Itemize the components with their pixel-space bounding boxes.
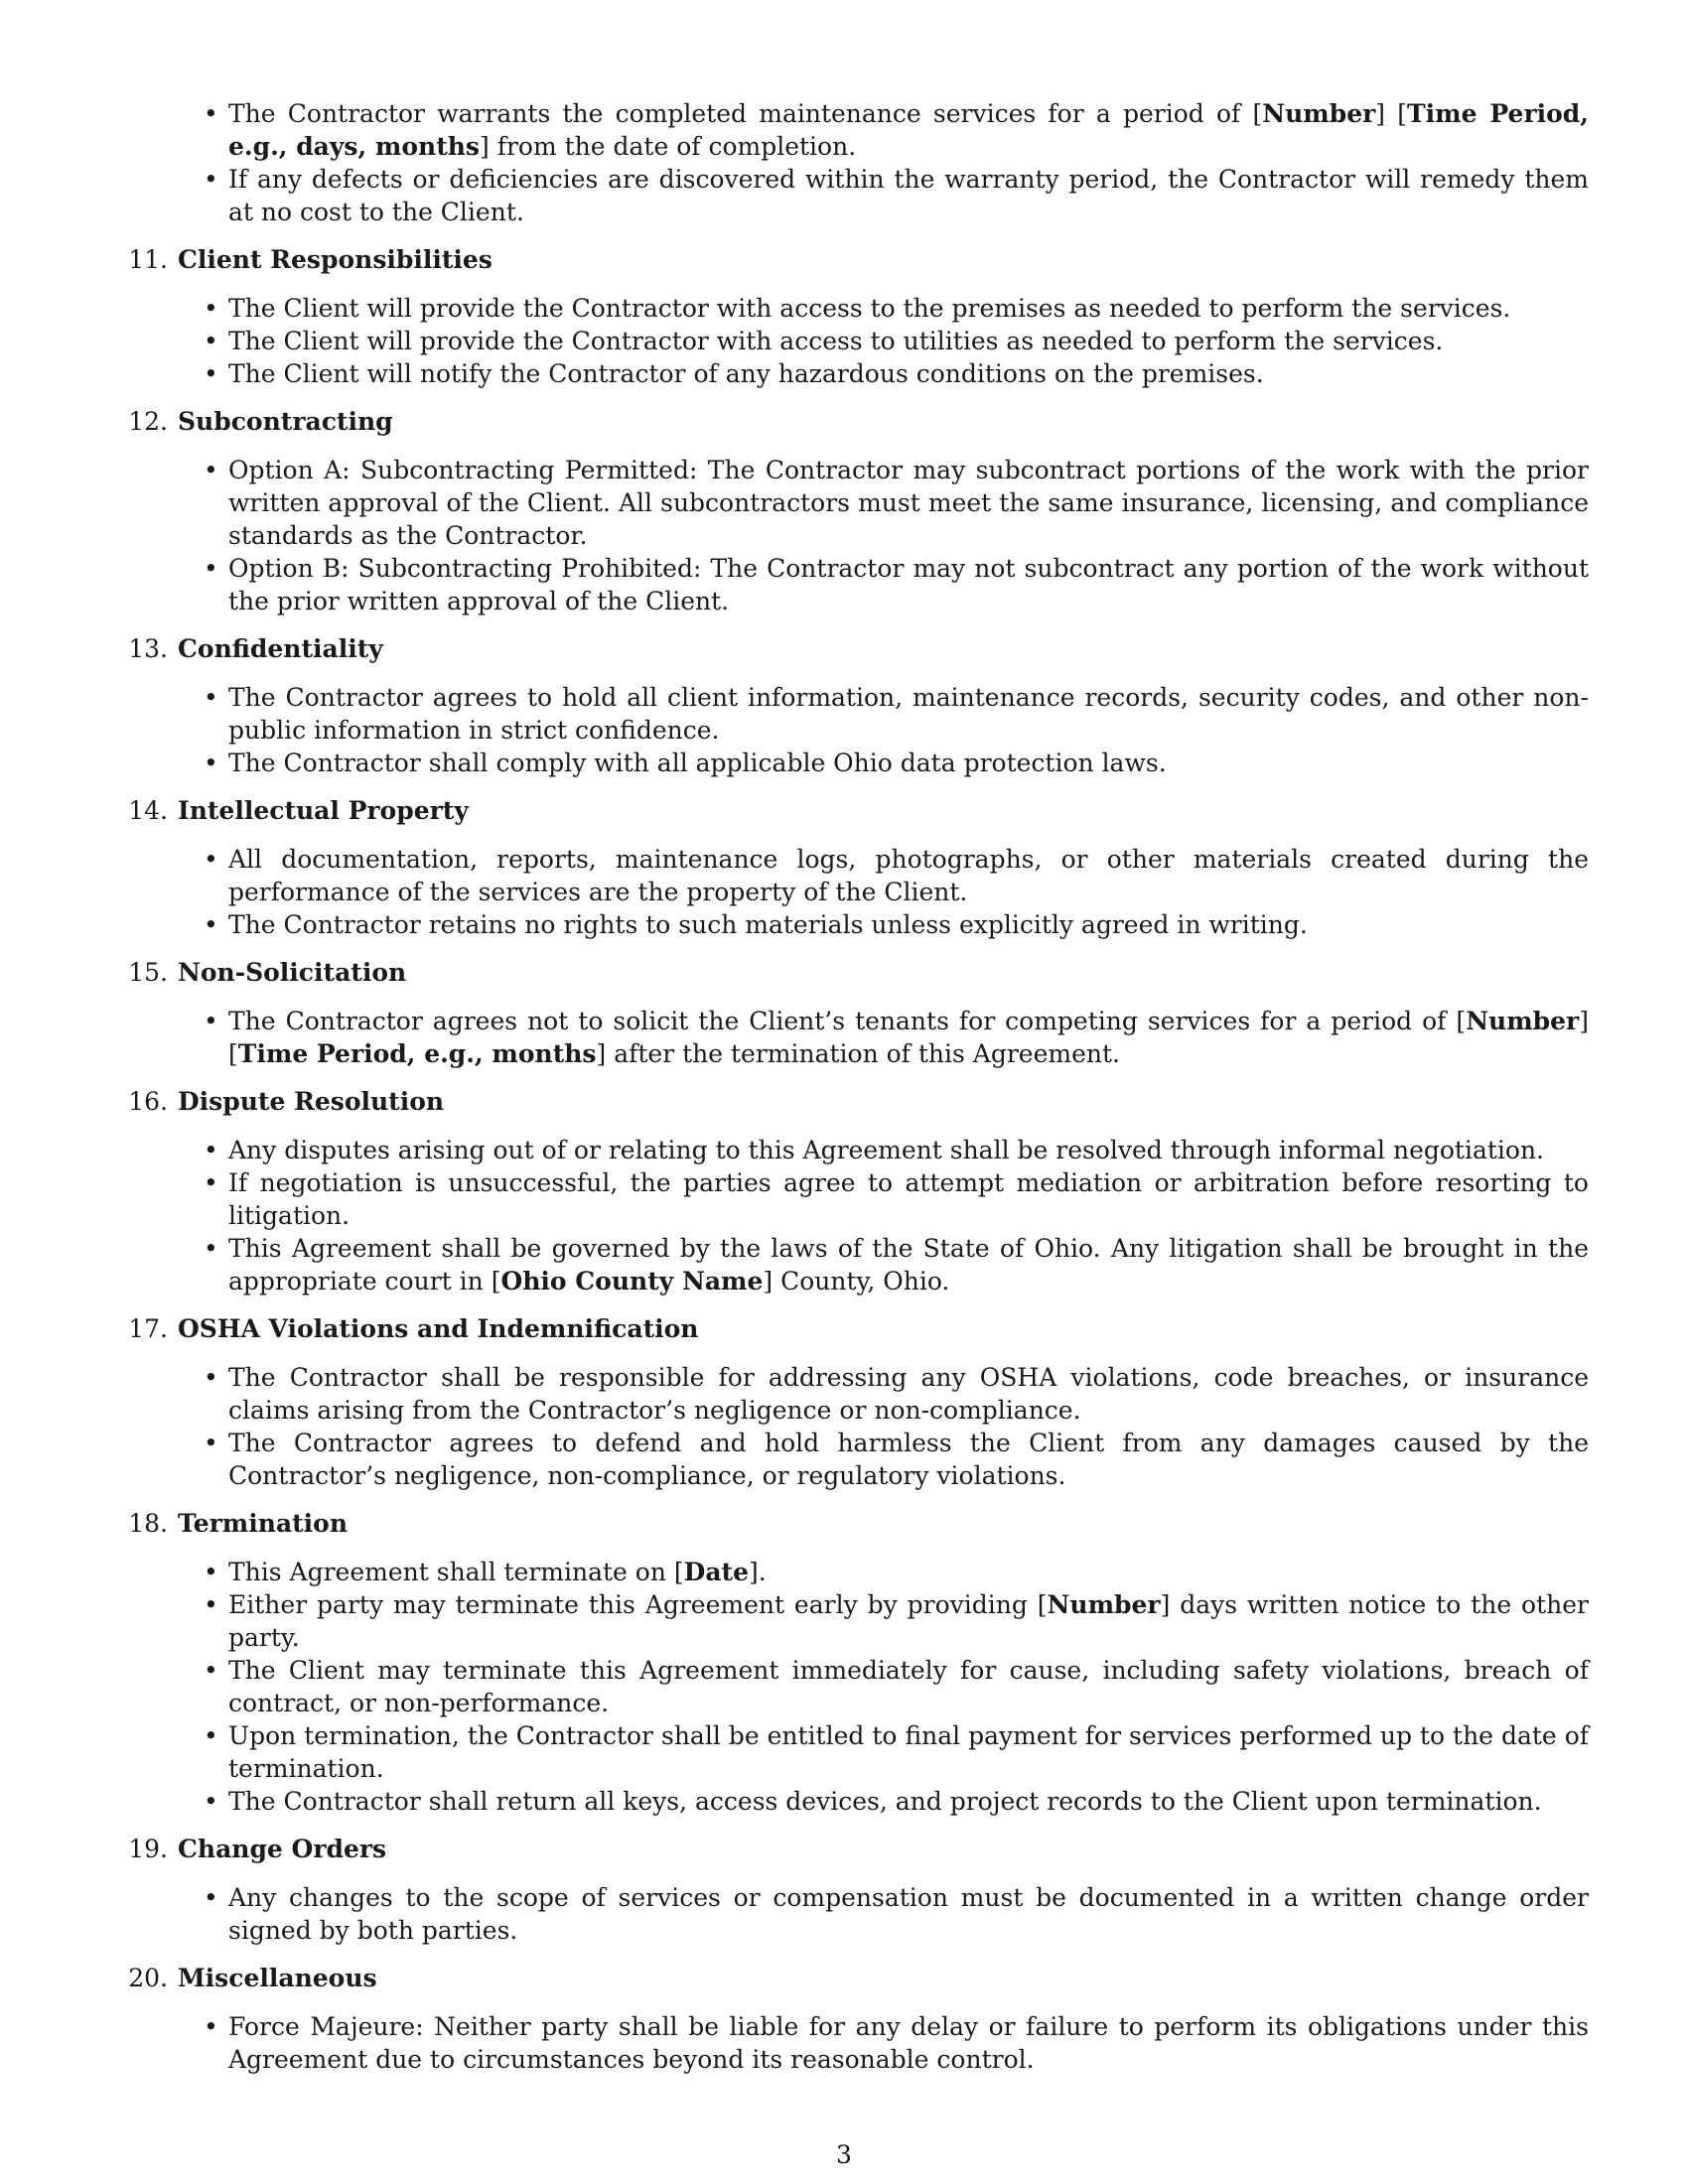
list-item [228, 325, 1589, 357]
placeholder-field: Time Period, e.g., months [237, 1039, 597, 1068]
section-osha-violations-and-indemnification [115, 1312, 1589, 1492]
page-number: 3 [836, 2140, 852, 2169]
list-item [228, 1361, 1589, 1427]
list-item [228, 97, 1589, 163]
text-span: The Contractor shall be responsible for addressing any OSHA violations, code breaches, or insurance claims arising from the Contractor’s negligence or non-compliance. [228, 1363, 1589, 1425]
text-span: This Agreement shall terminate on [ [228, 1558, 684, 1586]
section-number: 16. [128, 1087, 168, 1116]
text-span: If negotiation is unsuccessful, the parties agree to attempt mediation or arbitration before resorting to litigation. [228, 1168, 1589, 1230]
text-span: Option A: Subcontracting Permitted: The Contractor may subcontract portions of the work with the prior written approval of the Client. All subcontractors must meet the same insurance, licensing, and compliance standards as the Contractor. [228, 456, 1589, 550]
list-item [228, 1556, 1589, 1588]
text-span: The Client will provide the Contractor with access to the premises as needed to perform the services. [228, 294, 1511, 323]
section-confidentiality [115, 632, 1589, 779]
text-span: If any defects or deficiencies are discovered within the warranty period, the Contractor will remedy them at no cost to the Client. [228, 165, 1589, 226]
text-span: The Client will notify the Contractor of any hazardous conditions on the premises. [228, 359, 1264, 388]
placeholder-field: Number [1047, 1590, 1161, 1619]
section-number: 11. [128, 245, 168, 274]
section-heading [115, 1312, 1589, 1345]
section-client-responsibilities [115, 243, 1589, 390]
section-heading [115, 1833, 1589, 1865]
list-item [228, 1881, 1589, 1947]
section-dispute-resolution [115, 1085, 1589, 1297]
text-span: The Client may terminate this Agreement immediately for cause, including safety violations, breach of contract, or non-performance. [228, 1656, 1589, 1717]
list-item [228, 1166, 1589, 1232]
list-item [228, 681, 1589, 747]
list-item [228, 357, 1589, 390]
section-bullet-list [115, 2010, 1589, 2076]
section-heading [115, 632, 1589, 665]
section-change-orders [115, 1833, 1589, 1947]
section-miscellaneous [115, 1962, 1589, 2076]
section-number: 18. [128, 1509, 168, 1538]
section-non-solicitation [115, 956, 1589, 1070]
list-item [228, 454, 1589, 552]
section-bullet-list [115, 843, 1589, 941]
text-span: The Contractor agrees not to solicit the Client’s tenants for competing services for a period of [ [228, 1007, 1467, 1035]
section-heading [115, 1507, 1589, 1540]
section-title: Non-Solicitation [178, 958, 407, 987]
text-span: The Contractor agrees to hold all client information, maintenance records, security codes, and other non-public information in strict confidence. [228, 683, 1589, 745]
section-number: 13. [128, 634, 168, 663]
section-number: 19. [128, 1835, 168, 1863]
placeholder-field: Ohio County Name [500, 1267, 764, 1296]
list-item [228, 908, 1589, 941]
list-item [228, 1134, 1589, 1166]
placeholder-field: Number [1262, 99, 1376, 128]
text-span: The Contractor retains no rights to such materials unless explicitly agreed in writing. [228, 910, 1308, 939]
list-item [228, 1719, 1589, 1785]
text-span: All documentation, reports, maintenance logs, photographs, or other materials created during the performance of the services are the property of the Client. [228, 845, 1589, 906]
section-heading [115, 794, 1589, 827]
text-span: Any changes to the scope of services or compensation must be documented in a written change order signed by both parties. [228, 1883, 1589, 1945]
text-span: ] [ [228, 1007, 1589, 1068]
text-span: Force Majeure: Neither party shall be liable for any delay or failure to perform its obligations under this Agreement due to circumstances beyond its reasonable control. [228, 2012, 1589, 2074]
section-bullet-list [115, 681, 1589, 779]
section-title: OSHA Violations and Indemnification [178, 1314, 699, 1343]
section-bullet-list [115, 1556, 1589, 1818]
list-item [228, 1785, 1589, 1818]
section-title: Client Responsibilities [178, 245, 492, 274]
list-item [228, 2010, 1589, 2076]
text-span: ] from the date of completion. [480, 132, 857, 161]
section-title: Change Orders [178, 1835, 387, 1863]
document-body [115, 97, 1589, 2076]
section-number: 15. [128, 958, 168, 987]
section-heading [115, 243, 1589, 276]
list-item [228, 1005, 1589, 1070]
text-span: ]. [749, 1558, 767, 1586]
text-span: The Contractor shall return all keys, access devices, and project records to the Client upon termination. [228, 1787, 1542, 1816]
list-item [228, 747, 1589, 779]
placeholder-field: Date [683, 1558, 749, 1586]
section-heading [115, 405, 1589, 438]
list-item [228, 552, 1589, 617]
list-item [228, 292, 1589, 325]
text-span: ] after the termination of this Agreement. [596, 1039, 1120, 1068]
text-span: ] County, Ohio. [763, 1267, 950, 1296]
text-span: Any disputes arising out of or relating to this Agreement shall be resolved through informal negotiation. [228, 1136, 1544, 1164]
text-span: Option B: Subcontracting Prohibited: The Contractor may not subcontract any portion of the work without the prior written approval of the Client. [228, 554, 1589, 615]
section-title: Subcontracting [178, 407, 393, 436]
text-span: The Client will provide the Contractor with access to utilities as needed to perform the services. [228, 327, 1444, 355]
section-title: Termination [178, 1509, 349, 1538]
section-bullet-list [115, 454, 1589, 617]
sections-container [115, 243, 1589, 2076]
text-span: The Contractor agrees to defend and hold harmless the Client from any damages caused by the Contractor’s negligence, non-compliance, or regulatory violations. [228, 1429, 1589, 1490]
section-number: 12. [128, 407, 168, 436]
list-item [228, 1588, 1589, 1654]
section-heading [115, 956, 1589, 989]
section-number: 17. [128, 1314, 168, 1343]
list-item [228, 163, 1589, 228]
placeholder-field: Number [1466, 1007, 1580, 1035]
section-title: Miscellaneous [178, 1964, 377, 1992]
text-span: ] [ [1375, 99, 1408, 128]
placeholder-field: Time Period, e.g., days, months [228, 99, 1589, 161]
text-span: This Agreement shall be governed by the laws of the State of Ohio. Any litigation shall be brought in the appropriate court in [ [228, 1234, 1589, 1296]
section-bullet-list [115, 1881, 1589, 1947]
list-item [228, 1427, 1589, 1492]
text-span: ] days written notice to the other party. [228, 1590, 1589, 1652]
section-subcontracting [115, 405, 1589, 617]
text-span: The Contractor shall comply with all applicable Ohio data protection laws. [228, 749, 1167, 777]
list-item [228, 1232, 1589, 1297]
section-bullet-list [115, 1005, 1589, 1070]
section-heading [115, 1962, 1589, 1994]
section-title: Dispute Resolution [178, 1087, 445, 1116]
section-bullet-list [115, 292, 1589, 390]
section-number: 14. [128, 796, 168, 825]
text-span: The Contractor warrants the completed maintenance services for a period of [ [228, 99, 1263, 128]
text-span: Either party may terminate this Agreement early by providing [ [228, 1590, 1048, 1619]
section-termination [115, 1507, 1589, 1818]
warranty-bullet-list [115, 97, 1589, 228]
list-item [228, 843, 1589, 908]
list-item [228, 1654, 1589, 1719]
section-number: 20. [128, 1964, 168, 1992]
section-title: Intellectual Property [178, 796, 469, 825]
section-title: Confidentiality [178, 634, 383, 663]
text-span: Upon termination, the Contractor shall be entitled to final payment for services performed up to the date of termination. [228, 1721, 1589, 1783]
section-bullet-list [115, 1134, 1589, 1297]
section-intellectual-property [115, 794, 1589, 941]
section-heading [115, 1085, 1589, 1118]
section-bullet-list [115, 1361, 1589, 1492]
